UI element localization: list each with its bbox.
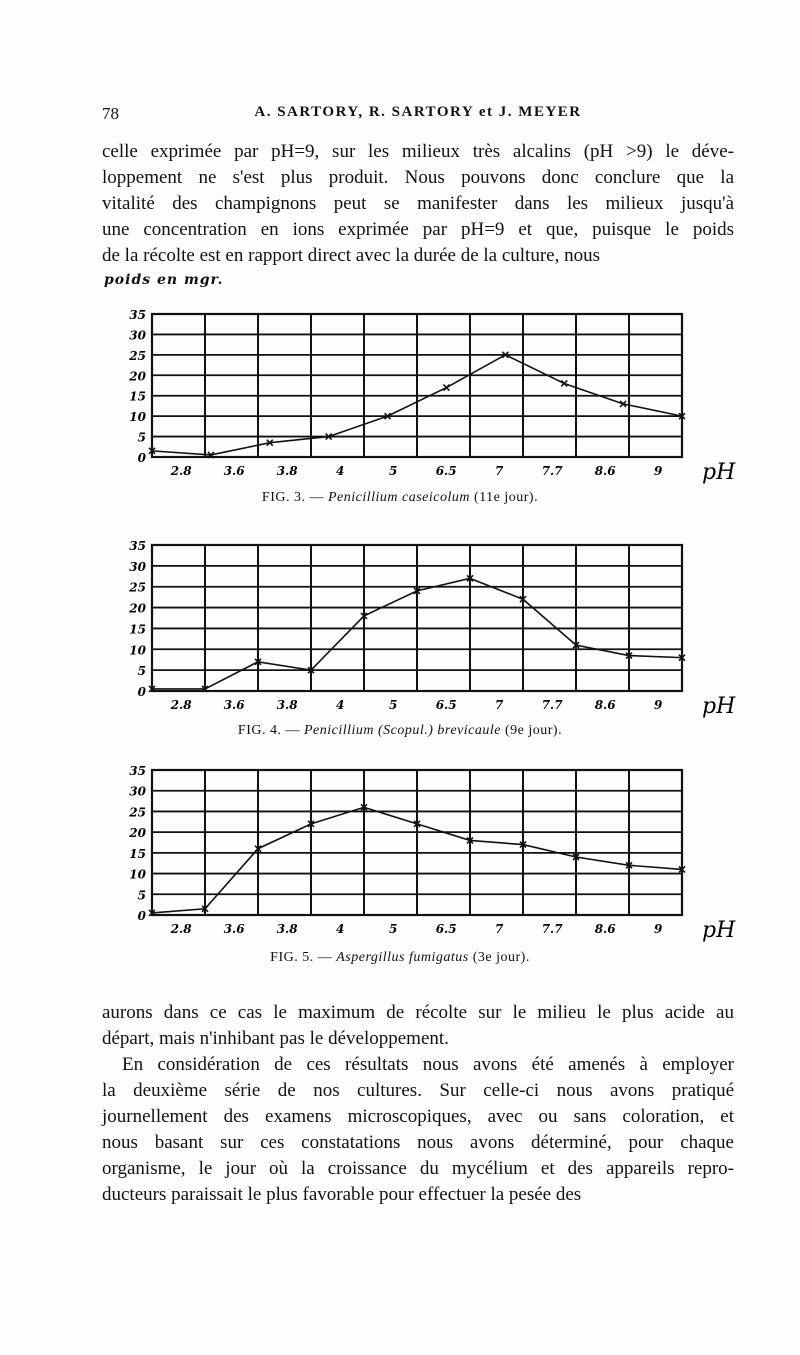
x-tick-label: 4 xyxy=(335,922,345,936)
text-line: journellement des examens microscopiques, avec ou sans coloration, et xyxy=(102,1106,734,1127)
x-tick-label: 7 xyxy=(494,464,504,478)
x-axis-label: pH xyxy=(702,460,736,485)
y-tick-label: 20 xyxy=(129,369,146,384)
x-tick-label: 3.8 xyxy=(276,464,298,478)
text-line: vitalité des champignons peut se manifester dans les milieux jusqu'à xyxy=(102,193,734,214)
x-axis-label: pH xyxy=(702,694,736,719)
x-axis-label: pH xyxy=(702,918,736,943)
y-tick-label: 25 xyxy=(129,805,146,820)
y-tick-label: 30 xyxy=(129,328,146,343)
y-tick-label: 0 xyxy=(137,451,146,465)
x-tick-label: 2.8 xyxy=(170,464,192,478)
y-tick-label: 35 xyxy=(129,308,146,322)
page-header xyxy=(102,104,734,130)
caption-caption-species: Aspergillus fumigatus xyxy=(336,950,469,965)
caption-caption-dash: — xyxy=(285,723,300,738)
text-line: la deuxième série de nos cultures. Sur celle-ci nous avons pratiqué xyxy=(102,1080,734,1101)
caption-caption-tail: (11e jour). xyxy=(474,490,539,505)
y-tick-label: 10 xyxy=(129,867,146,882)
y-tick-label: 15 xyxy=(129,389,146,404)
y-tick-label: 30 xyxy=(129,784,146,799)
y-tick-label: 5 xyxy=(137,430,146,445)
text-line: loppement ne s'est plus produit. Nous pouvons donc conclure que la xyxy=(102,167,734,188)
text-line: une concentration en ions exprimée par pH=9 et que, puisque le poids xyxy=(102,219,734,240)
x-tick-label: 5 xyxy=(388,922,398,936)
x-tick-label: 7 xyxy=(494,698,504,712)
handwritten-y-label: poids en mgr. xyxy=(104,272,224,288)
x-tick-label: 3.8 xyxy=(276,922,298,936)
x-tick-label: 9 xyxy=(653,922,663,936)
y-tick-label: 15 xyxy=(129,846,146,861)
x-tick-label: 3.8 xyxy=(276,698,298,712)
figure-caption xyxy=(0,950,800,966)
caption-caption-dash: — xyxy=(309,490,324,505)
caption-caption-dash: — xyxy=(317,950,333,965)
caption-caption-species: Penicillium caseicolum xyxy=(327,490,470,505)
text-line: ducteurs paraissait le plus favorable pour effectuer la pesée des xyxy=(102,1184,582,1205)
text-line: nous basant sur ces constatations nous avons déterminé, pour chaque xyxy=(102,1132,734,1153)
x-tick-label: 6.5 xyxy=(435,922,457,936)
x-tick-label: 4 xyxy=(335,698,345,712)
text-line: En considération de ces résultats nous avons été amenés à employer xyxy=(122,1054,734,1075)
chart-svg xyxy=(0,300,800,510)
y-tick-label: 20 xyxy=(129,826,146,841)
x-tick-label: 9 xyxy=(653,698,663,712)
text-line: de la récolte est en rapport direct avec la durée de la culture, nous xyxy=(102,245,600,266)
x-tick-label: 2.8 xyxy=(170,922,192,936)
y-tick-label: 10 xyxy=(129,643,146,658)
y-tick-label: 10 xyxy=(129,410,146,425)
running-head: A. SARTORY, R. SARTORY et J. MEYER xyxy=(254,104,582,120)
chart-svg xyxy=(0,535,800,745)
x-tick-label: 8.6 xyxy=(594,922,616,936)
y-tick-label: 0 xyxy=(137,685,146,699)
chart-svg xyxy=(0,760,800,970)
text-line: celle exprimée par pH=9, sur les milieux très alcalins (pH >9) le déve- xyxy=(102,141,734,162)
text-line: aurons dans ce cas le maximum de récolte sur le milieu le plus acide au xyxy=(102,1002,734,1023)
x-tick-label: 5 xyxy=(388,698,398,712)
x-tick-label: 5 xyxy=(388,464,398,478)
y-tick-label: 25 xyxy=(129,580,146,595)
figure-3 xyxy=(0,300,800,520)
y-tick-label: 5 xyxy=(137,888,146,903)
y-tick-label: 0 xyxy=(137,909,146,923)
y-tick-label: 15 xyxy=(129,622,146,637)
x-tick-label: 7.7 xyxy=(541,698,563,712)
y-tick-label: 25 xyxy=(129,348,146,363)
y-tick-label: 20 xyxy=(129,601,146,616)
x-tick-label: 4 xyxy=(335,464,345,478)
x-tick-label: 6.5 xyxy=(435,698,457,712)
figure-5 xyxy=(0,760,800,975)
y-tick-label: 5 xyxy=(137,664,146,679)
caption-caption-tail: (9e jour). xyxy=(505,723,563,738)
caption-caption-tail: (3e jour). xyxy=(472,950,530,965)
x-tick-label: 7.7 xyxy=(541,464,563,478)
figure-caption xyxy=(0,723,800,739)
data-point xyxy=(443,385,449,391)
page-number: 78 xyxy=(102,104,119,123)
x-tick-label: 8.6 xyxy=(594,464,616,478)
x-tick-label: 3.6 xyxy=(223,698,245,712)
paragraph-bottom xyxy=(102,1000,734,1208)
text-line: départ, mais n'inhibant pas le développement. xyxy=(102,1028,449,1049)
y-tick-label: 35 xyxy=(129,539,146,553)
x-tick-label: 8.6 xyxy=(594,698,616,712)
x-tick-label: 7.7 xyxy=(541,922,563,936)
x-tick-label: 2.8 xyxy=(170,698,192,712)
x-tick-label: 3.6 xyxy=(223,922,245,936)
y-tick-label: 30 xyxy=(129,559,146,574)
paragraph-top xyxy=(102,139,734,269)
caption-caption-species: Penicillium (Scopul.) brevicaule xyxy=(303,723,501,738)
caption-figure-label: FIG. 3. xyxy=(261,490,306,505)
figure-4 xyxy=(0,535,800,745)
x-tick-label: 7 xyxy=(494,922,504,936)
caption-figure-label: FIG. 4. xyxy=(237,723,282,738)
text-line: organisme, le jour où la croissance du mycélium et des appareils repro- xyxy=(102,1158,734,1179)
caption-figure-label: FIG. 5. xyxy=(270,950,314,965)
x-tick-label: 9 xyxy=(653,464,663,478)
figure-caption xyxy=(0,490,800,506)
y-tick-label: 35 xyxy=(129,764,146,778)
x-tick-label: 3.6 xyxy=(223,464,245,478)
x-tick-label: 6.5 xyxy=(435,464,457,478)
